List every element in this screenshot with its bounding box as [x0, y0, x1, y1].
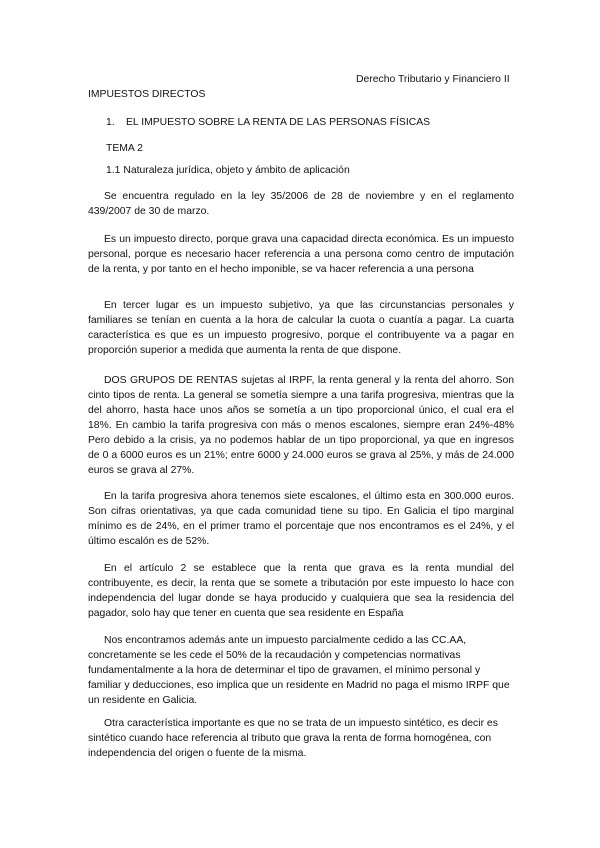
- paragraph-progressive-rate: En la tarifa progresiva ahora tenemos siete escalones, el último esta en 300.000 euros. Son cifras orientativas, ya que cada comunidad tiene su tipo. En Galicia el tipo marginal mínimo es de 24%, en el primer tramo el porcentaje que nos encontramos es el 24%, y el último escalón es de 52%.: [88, 491, 514, 547]
- paragraph-ceded-tax: Nos encontramos además ante un impuesto parcialmente cedido a las CC.AA, concretamente se les cede el 50% de la recaudación y competencias normativas fundamentalmente a la hora de determinar el tipo de gravamen, el mínimo personal y familiar y deducciones, eso implica que un residente en Madrid no paga el mismo IRPF que un residente en Galicia.: [88, 635, 510, 706]
- paragraph-income-groups: DOS GRUPOS DE RENTAS sujetas al IRPF, la renta general y la renta del ahorro. Son cinto tipos de renta. La general se sometía siempre a una tarifa progresiva, mientras que la del ahorro, hasta hace unos años se sometía a un tipo proporcional único, el cual era el 18%. En cambio la tarifa progresiva con más o menos escalones, siempre eran 24%-48% Pero debido a la crisis, ya no podemos hablar de un tipo proporcional, ya que en ingresos de 0 a 6000 euros es un 21%; entre 6000 y 24.000 euros se grava al 25%, y más de 24.000 euros se grava al 27%.: [88, 375, 514, 476]
- course-header: Derecho Tributario y Financiero II: [356, 74, 510, 85]
- subheading: 1.1 Naturaleza jurídica, objeto y ámbito de aplicación: [106, 165, 350, 176]
- paragraph-article-2: En el artículo 2 se establece que la renta que grava es la renta mundial del contribuyente, es decir, la renta que se somete a tributación por este impuesto lo hace con independencia del lugar donde se haya producido y cualquiera que sea la residencia del pagador, solo hay que tener en cuenta que sea residente en España: [88, 563, 514, 619]
- paragraph-synthetic-tax: Otra característica importante es que no se trata de un impuesto sintético, es decir es sintético cuando hace referencia al tributo que grava la renta de forma homogénea, con independencia del origen o fuente de la misma.: [88, 718, 498, 759]
- paragraph-subjective-tax: En tercer lugar es un impuesto subjetivo, ya que las circunstancias personales y familiares se tenían en cuenta a la hora de calcular la cuota o cuantía a pagar. La cuarta característica es que es un impuesto progresivo, porque el contribuyente va a pagar en proporción superior a medida que aumenta la renta de que dispone.: [88, 300, 514, 356]
- heading-number: 1.: [106, 117, 115, 128]
- tema-label: TEMA 2: [106, 143, 143, 154]
- heading-text: EL IMPUESTO SOBRE LA RENTA DE LAS PERSONAS FÍSICAS: [126, 117, 431, 128]
- numbered-heading: [106, 115, 430, 130]
- paragraph-regulation: Se encuentra regulado en la ley 35/2006 de 28 de noviembre y en el reglamento 439/2007 de 30 de marzo.: [88, 191, 514, 217]
- section-title: IMPUESTOS DIRECTOS: [88, 89, 206, 100]
- paragraph-direct-tax: Es un impuesto directo, porque grava una capacidad directa económica. Es un impuesto personal, porque es necesario hacer referencia a una persona como centro de imputación de la renta, y por tanto en el hecho imponible, se va hacer referencia a una persona: [88, 234, 514, 275]
